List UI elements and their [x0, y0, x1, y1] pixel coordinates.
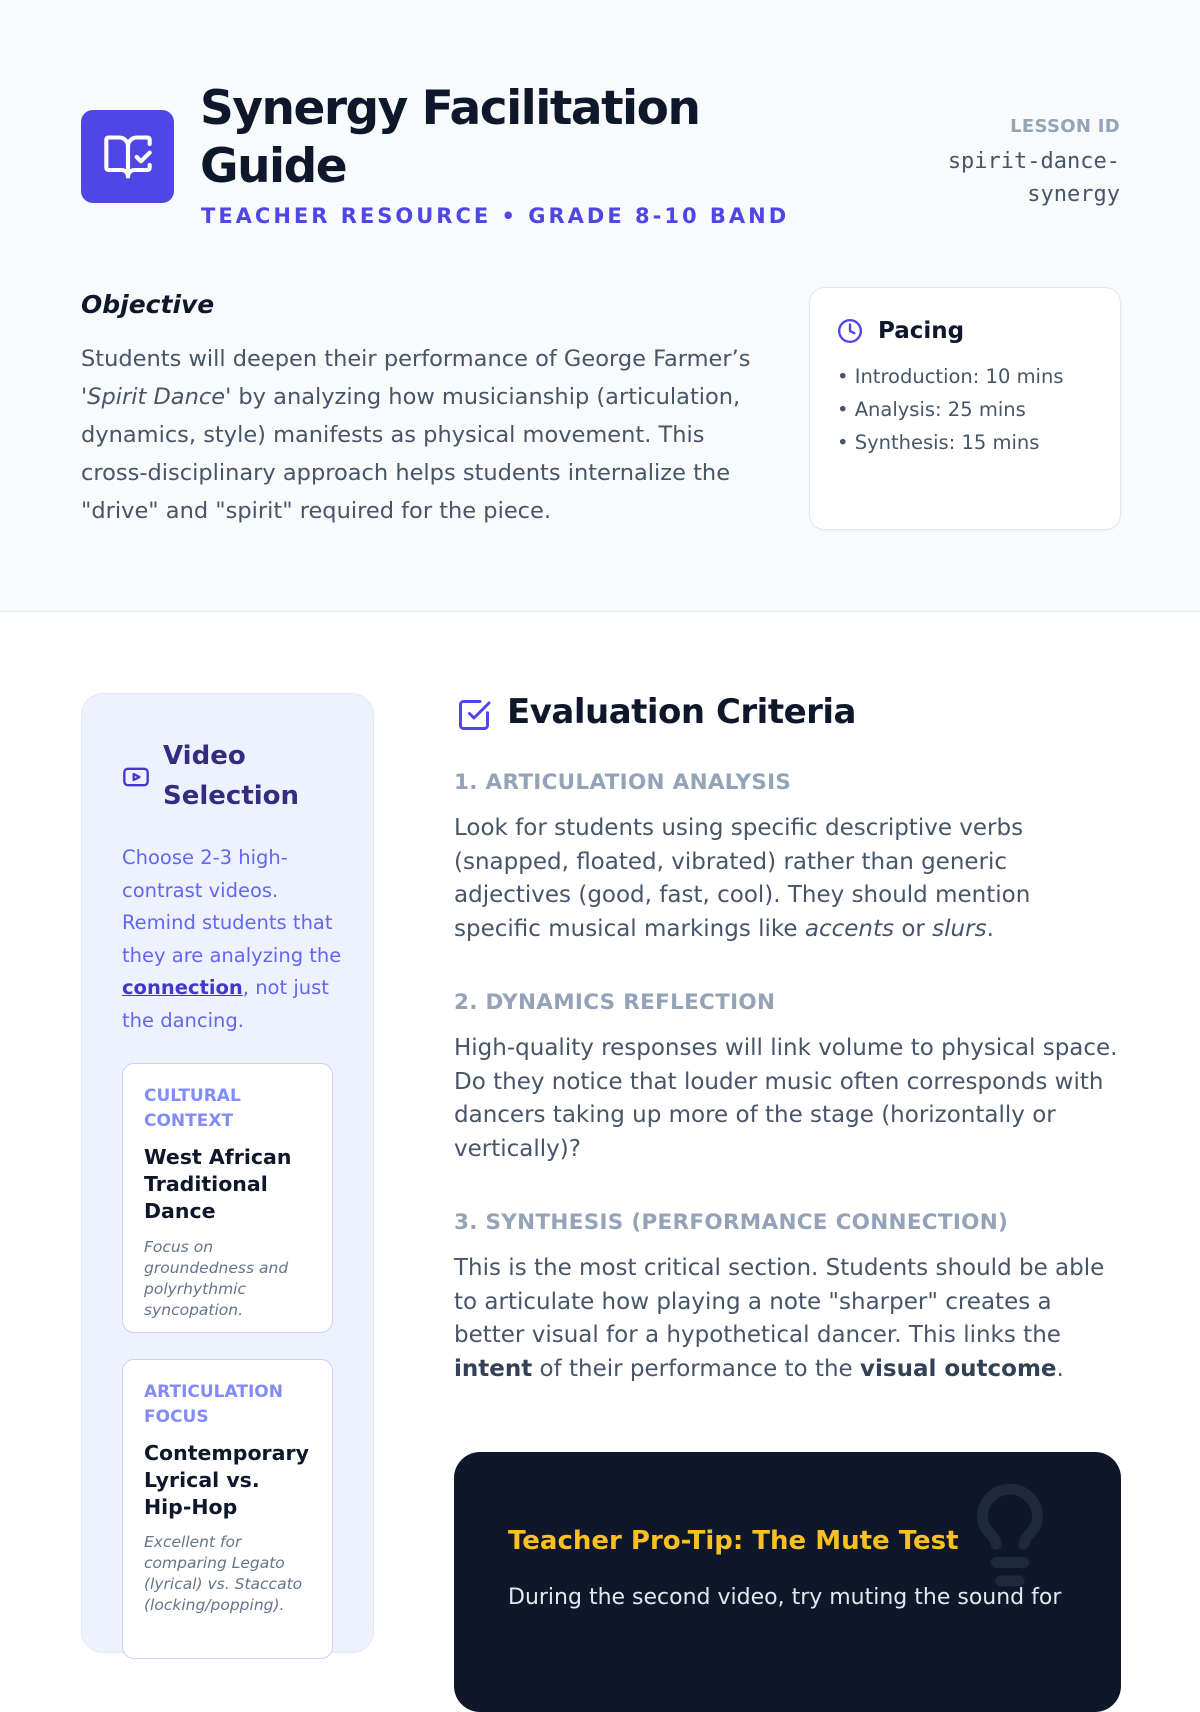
lesson-id-value: spirit-dance-synergy	[947, 149, 1120, 207]
pacing-item: • Analysis: 25 mins	[837, 398, 1026, 421]
lesson-id-label: LESSON ID	[1010, 116, 1120, 137]
pacing-item: • Synthesis: 15 mins	[837, 431, 1040, 454]
pro-tip-title: Teacher Pro-Tip: The Mute Test	[508, 1526, 959, 1556]
objective-text: Students will deepen their performance of George Farmer’s 'Spirit Dance' by analyzing how musicianship (articulation, dynamics, style) manifests as physical movement. This cross-disciplinary approach helps students internalize the "drive" and "spirit" required for the piece.	[81, 346, 751, 524]
video-selection-description: Choose 2-3 high-contrast videos. Remind students that they are analyzing the connection, not just the dancing.	[122, 846, 342, 1032]
criterion-body: Look for students using specific descriptive verbs (snapped, floated, vibrated) rather than generic adjectives (good, fast, cool). They should mention specific musical markings like accents or slurs.	[454, 815, 1031, 942]
connection-emphasis: connection	[122, 976, 243, 999]
pacing-item: • Introduction: 10 mins	[837, 365, 1064, 388]
criterion-body: High-quality responses will link volume to physical space. Do they notice that louder music often corresponds with dancers taking up more of the stage (horizontally or vertically)?	[454, 1035, 1118, 1162]
accents-term: accents	[804, 915, 895, 942]
pacing-card	[809, 287, 1121, 530]
video-selection-sidebar	[81, 693, 374, 1653]
video-icon	[122, 763, 150, 791]
visual-outcome-emphasis: visual outcome	[860, 1355, 1057, 1382]
book-check-icon	[81, 110, 174, 203]
intent-emphasis: intent	[454, 1355, 533, 1382]
evaluation-criteria-title: Evaluation Criteria	[507, 692, 856, 732]
video-card-category: ARTICULATION FOCUS	[144, 1382, 283, 1427]
checkbox-icon	[456, 697, 492, 733]
lightbulb-icon	[955, 1480, 1065, 1590]
page-title: Synergy Facilitation Guide	[200, 81, 700, 194]
video-card[interactable]	[122, 1063, 333, 1333]
objective-heading: Objective	[81, 290, 215, 319]
criterion-body: This is the most critical section. Students should be able to articulate how playing a note "sharper" creates a better visual for a hypothetical dancer. This links the intent of their performance to the visual outcome.	[454, 1255, 1105, 1382]
pacing-title: Pacing	[878, 318, 965, 344]
criterion-heading: 1. ARTICULATION ANALYSIS	[454, 770, 792, 795]
video-card-title: West African Traditional Dance	[144, 1145, 292, 1223]
criterion-heading: 2. DYNAMICS REFLECTION	[454, 990, 776, 1015]
criterion-heading: 3. SYNTHESIS (PERFORMANCE CONNECTION)	[454, 1210, 1009, 1235]
page-subtitle: TEACHER RESOURCE • GRADE 8-10 BAND	[201, 204, 790, 228]
piece-title: 'Spirit Dance'	[81, 384, 232, 410]
video-card-category: CULTURAL CONTEXT	[144, 1086, 241, 1131]
slurs-term: slurs	[932, 915, 987, 942]
video-card-title: Contemporary Lyrical vs. Hip-Hop	[144, 1441, 309, 1519]
video-card-note: Focus on groundedness and polyrhythmic syncopation.	[144, 1238, 289, 1319]
video-card[interactable]	[122, 1359, 333, 1659]
video-card-note: Excellent for comparing Legato (lyrical) vs. Staccato (locking/popping).	[144, 1533, 303, 1614]
video-selection-title: Video Selection	[163, 741, 300, 811]
pro-tip-body: During the second video, try muting the sound for	[508, 1585, 1062, 1610]
clock-icon	[837, 318, 863, 344]
pacing-list	[837, 360, 1064, 459]
hero-header	[0, 0, 1200, 612]
pro-tip-card	[454, 1452, 1121, 1712]
